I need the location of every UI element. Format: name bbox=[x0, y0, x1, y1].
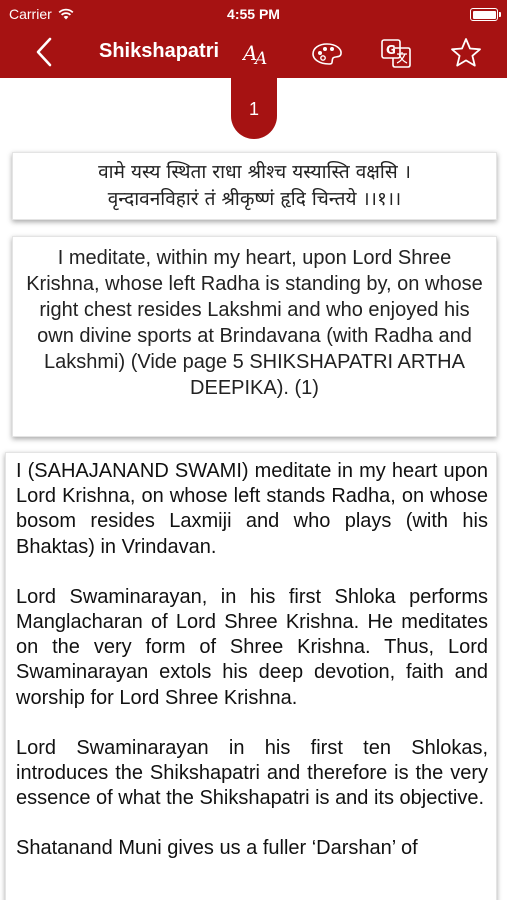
page-title: Shikshapatri bbox=[99, 40, 220, 62]
translation-text-part-2: Lakshmi) (Vide page 5 SHIKSHAPATRI ARTHA DEEPIKA). (1) bbox=[44, 351, 465, 399]
commentary-card bbox=[5, 452, 497, 900]
commentary-paragraph: Shatanand Muni gives us a fuller ‘Darshan’ of bbox=[16, 837, 418, 860]
svg-text:A: A bbox=[243, 41, 258, 65]
font-size-icon[interactable] bbox=[242, 36, 276, 70]
translation-card bbox=[12, 236, 497, 437]
navigation-bar bbox=[0, 28, 507, 78]
battery-icon bbox=[470, 8, 498, 21]
sanskrit-verse-card bbox=[12, 152, 497, 220]
sanskrit-line-2: वृन्दावनविहारं तं श्रीकृष्णं हृदि चिन्तये ।।१।। bbox=[107, 188, 402, 210]
status-bar bbox=[0, 0, 507, 28]
commentary-paragraph: Lord Swaminarayan in his first ten Shlokas, introduces the Shikshapatri and therefore is the very essence of what the Shikshapatri is and its objective. bbox=[16, 736, 488, 810]
commentary-paragraph: I (SAHAJANAND SWAMI) meditate in my heart upon Lord Krishna, on whose left stands Radha, on whose bosom resides Laxmiji and who plays (with his Bhaktas) in Vrindavan. bbox=[16, 460, 488, 558]
verse-number-badge: 1 bbox=[231, 78, 277, 139]
status-time: 4:55 PM bbox=[227, 6, 280, 22]
translation-text-part-1: I meditate, within my heart, upon Lord Shree Krishna, whose left Radha is standing by, on whose right chest resides Lakshmi and who enjoyed his own divine sports at Brindavana (with Radha and bbox=[26, 247, 483, 347]
svg-text:A: A bbox=[255, 49, 268, 69]
translate-icon[interactable] bbox=[379, 36, 413, 70]
app-header bbox=[0, 0, 507, 78]
carrier-label: Carrier bbox=[9, 6, 52, 22]
palette-icon[interactable] bbox=[310, 36, 344, 70]
back-chevron-icon[interactable] bbox=[30, 36, 60, 68]
bookmark-star-icon[interactable] bbox=[449, 36, 483, 70]
sanskrit-line-1: वामे यस्य स्थिता राधा श्रीश्च यस्यास्ति वक्षसि । bbox=[98, 161, 411, 183]
commentary-paragraph: Lord Swaminarayan, in his first Shloka performs Manglacharan of Lord Shree Krishna. He meditates on the very form of Shree Krishna. Thus, Lord Swaminarayan extols his deep devotion, faith and worship for Lord Shree Krishna. bbox=[16, 585, 488, 709]
svg-text:G: G bbox=[386, 43, 396, 57]
